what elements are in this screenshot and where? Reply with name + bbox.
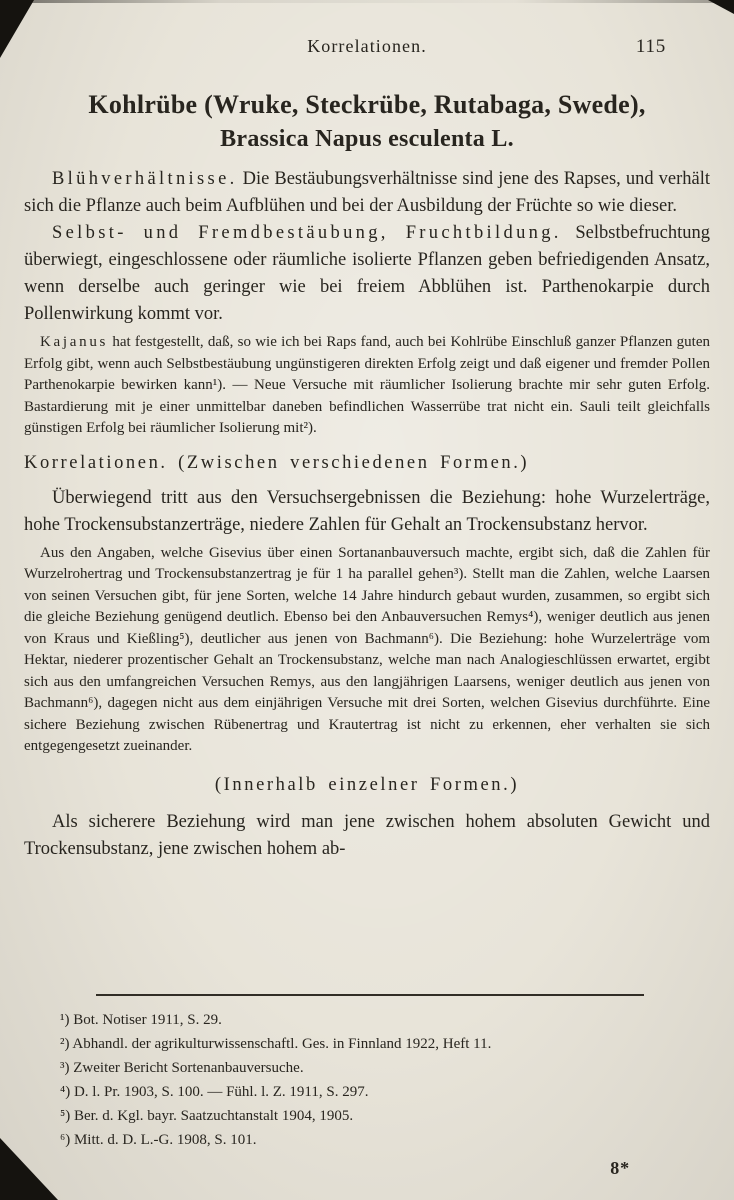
footnote-area — [24, 994, 710, 1178]
chapter-title-line2: Brassica Napus esculenta L. — [220, 126, 514, 152]
chapter-title-line1: Kohlrübe (Wruke, Steckrübe, Rutabaga, Swede), — [88, 90, 646, 119]
petit-text: hat festgestellt, daß, so wie ich bei Raps fand, auch bei Kohlrübe Einschluß ganzer Pflanzen guten Erfolg gibt, wenn auch Selbstbestäubung ungünstigeren direkten Erfolg zeigt und daß eigener und fremder Pollen Parthenokarpie bewirken kann¹). — Neue Versuche mit räumlicher Isolierung brachte mir sehr guten Erfolg. Bastardierung mit je einer unmittelbar daneben befindlichen Wasserrübe trat nicht ein. Sauli teilt gleichfalls günstigen Erfolg bei räumlicher Isolierung mit²). — [24, 334, 710, 436]
scan-artifact-top-right — [708, 0, 734, 14]
footnote-1: ¹) Bot. Notiser 1911, S. 29. — [60, 1012, 222, 1028]
footnote-rule — [96, 994, 644, 996]
paragraph-text: Selbstbefruchtung überwiegt, eingeschlossene oder räumliche isolierte Pflanzen geben befriedigenden Ansatz, wenn derselbe auch geringer wie bei freiem Abblühen ist. Parthenokarpie durch Pollenwirkung kommt vor. — [24, 223, 710, 324]
scan-edge-top — [0, 0, 734, 3]
footnote-4: ⁴) D. l. Pr. 1903, S. 100. — Fühl. l. Z. 1911, S. 297. — [60, 1084, 369, 1100]
petit-paragraph-kajanus — [24, 332, 710, 440]
paragraph-bloom — [24, 166, 710, 220]
footnote-5: ⁵) Ber. d. Kgl. bayr. Saatzuchtanstalt 1904, 1905. — [60, 1108, 354, 1124]
paragraph-lead: Selbst- und Fremdbestäubung, Fruchtbildung. — [52, 223, 562, 243]
paragraph-lead: Blühverhältnisse. — [52, 169, 238, 189]
signature-mark: 8* — [610, 1158, 630, 1178]
section-heading-innerhalb: (Innerhalb einzelner Formen.) — [214, 774, 520, 795]
running-title: Korrelationen. — [307, 36, 427, 56]
chapter-title — [24, 88, 710, 156]
page-number: 115 — [635, 36, 666, 57]
footnote-6: ⁶) Mitt. d. D. L.-G. 1908, S. 101. — [60, 1132, 257, 1148]
footnote-3: ³) Zweiter Bericht Sortenanbauversuche. — [60, 1060, 304, 1076]
paragraph-text: Die Bestäubungsverhältnisse sind jene des Rapses, und verhält sich die Pflanze auch beim Aufblühen und bei der Ausbildung der Früchte so wie dieser. — [24, 169, 710, 216]
running-head — [24, 36, 710, 58]
footnote-2: ²) Abhandl. der agrikulturwissenschaftl. Ges. in Finnland 1922, Heft 11. — [60, 1036, 492, 1052]
petit-paragraph-gisevius: Aus den Angaben, welche Gisevius über einen Sortananbauversuch machte, ergibt sich, daß die Zahlen für Wurzelrohertrag und Trockensubstanzertrag je für 1 ha parallel gehen³). Stellt man die Zahlen, welche Laarsen von seinen Versuchen gibt, für jene Sorten, welche 14 Jahre hindurch gebaut wurden, zusammen, so ergibt sich die gleiche Beziehung genügend deutlich. Ebenso bei den Anbauversuchen Remys⁴), weniger deutlich aus jenen von Kraus und Kießling⁵), deutlicher aus jenen von Bachmann⁶). Die Beziehung: hohe Wurzelerträge vom Hektar, niederer prozentischer Gehalt an Trockensubstanz, welche man nach Analogieschlüssen erwartet, ergibt sich aus den umfangreichen Versuchen Remys, aus den langjährigen Laarsens, weniger deutlich aus jenen von Bachmann⁶), dagegen nicht aus dem einjährigen Versuche mit drei Sorten, welchen Gisevius durchführte. Eine sichere Beziehung zwischen Rübenertrag und Krautertrag ist nicht zu erkennen, eher verhalten sie sich entgegengesetzt zueinander. — [24, 544, 710, 754]
section-heading-korrelationen: Korrelationen. (Zwischen verschiedenen Formen.) — [24, 452, 530, 473]
paragraph-relationship: Überwiegend tritt aus den Versuchsergebnissen die Beziehung: hohe Wurzelerträge, hohe Trockensubstanzerträge, niedere Zahlen für Gehalt an Trockensubstanz hervor. — [24, 487, 710, 535]
paragraph-weight: Als sicherere Beziehung wird man jene zwischen hohem absoluten Gewicht und Trockensubstanz, jene zwischen hohem ab- — [24, 811, 710, 859]
petit-lead: Kajanus — [40, 334, 109, 350]
paragraph-pollination — [24, 220, 710, 328]
